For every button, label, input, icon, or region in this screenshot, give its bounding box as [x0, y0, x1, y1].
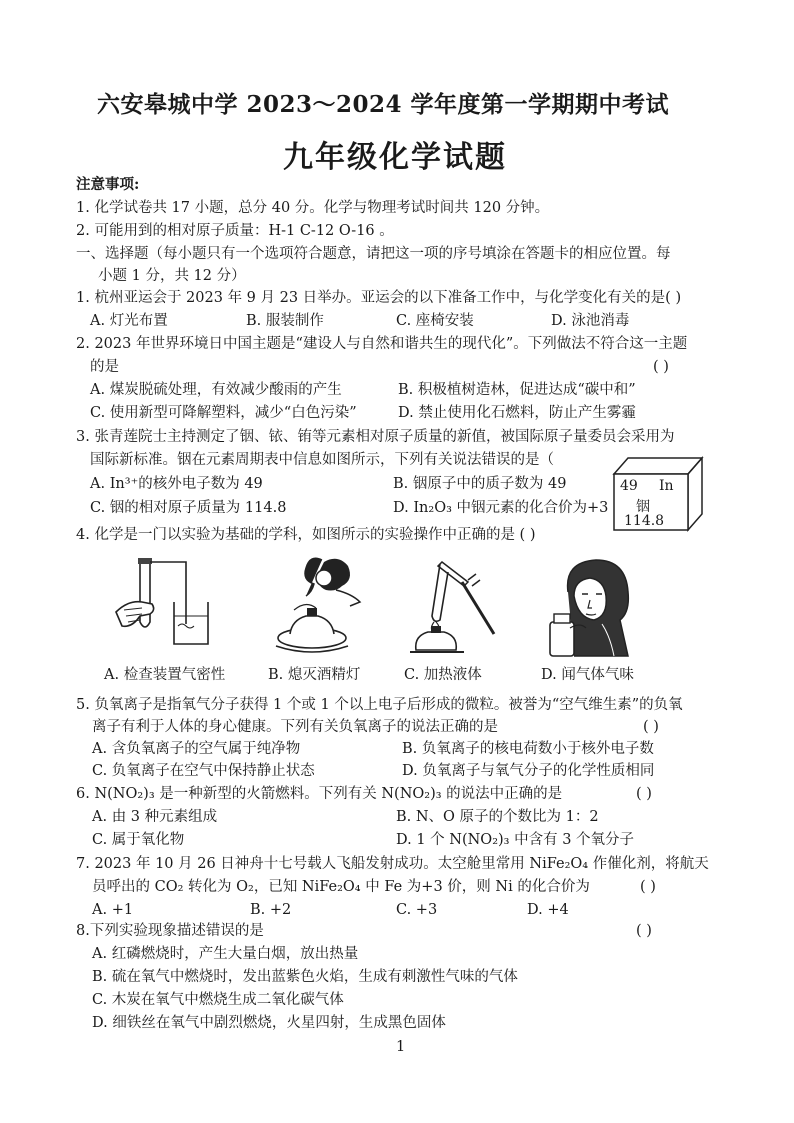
notice-item-1: 1. 化学试卷共 17 小题，总分 40 分。化学与物理考试时间共 120 分钟。 — [76, 200, 550, 216]
q7-answer-bracket: ( ) — [640, 879, 656, 895]
q3-option-a: A. In³⁺的核外电子数为 49 — [90, 476, 263, 492]
q5-option-a: A. 含负氧离子的空气属于纯净物 — [92, 741, 301, 757]
q3-option-d: D. In₂O₃ 中铟元素的化合价为+3 — [393, 500, 609, 516]
test-tube-beaker-icon — [112, 552, 222, 657]
q2-option-b: B. 积极植树造林，促进达成“碳中和” — [398, 382, 636, 398]
q7-stem: 7. 2023 年 10 月 26 日神舟十七号载人飞船发射成功。太空舱里常用 NiFe₂O₄ 作催化剂，将航天 — [76, 856, 709, 872]
section-heading-cont: 小题 1 分，共 12 分） — [98, 268, 246, 284]
q2-stem: 2. 2023 年世界环境日中国主题是“建设人与自然和谐共生的现代化”。下列做法不符合这一主题 — [76, 336, 688, 352]
q5-answer-bracket: ( ) — [643, 719, 659, 735]
q5-stem: 5. 负氧离子是指氧气分子获得 1 个或 1 个以上电子后形成的微粒。被誉为“空气维生素”的负氧 — [76, 697, 683, 713]
q2-option-a: A. 煤炭脱硫处理，有效减少酸雨的产生 — [90, 382, 342, 398]
q7-option-b: B. +2 — [250, 902, 292, 918]
q5-stem-cont: 离子有利于人体的身心健康。下列有关负氧离子的说法正确的是 — [92, 719, 498, 735]
heating-tube-icon — [402, 560, 502, 660]
q3-stem: 3. 张青莲院士主持测定了铟、铱、铕等元素相对原子质量的新值，被国际原子量委员会采用为 — [76, 429, 675, 445]
q7-option-c: C. +3 — [396, 902, 438, 918]
q1-option-a: A. 灯光布置 — [90, 313, 168, 329]
notice-heading: 注意事项: — [76, 176, 140, 193]
notice-item-2: 2. 可能用到的相对原子质量：H-1 C-12 O-16 。 — [76, 223, 394, 239]
q8-option-b: B. 硫在氧气中燃烧时，发出蓝紫色火焰，生成有刺激性气味的气体 — [92, 969, 518, 985]
q5-option-c: C. 负氧离子在空气中保持静止状态 — [92, 763, 315, 779]
lamp-blowing-icon — [262, 550, 372, 660]
q8-option-a: A. 红磷燃烧时，产生大量白烟，放出热量 — [92, 946, 359, 962]
q4-option-a: A. 检查装置气密性 — [104, 667, 226, 683]
q4-option-d: D. 闻气体气味 — [541, 667, 634, 683]
section-heading: 一、选择题（每小题只有一个选项符合题意，请把这一项的序号填涂在答题卡的相应位置。每 — [76, 246, 671, 262]
element-name: 铟 — [636, 499, 650, 515]
q6-option-b: B. N、O 原子的个数比为 1：2 — [396, 809, 599, 825]
q3-option-c: C. 铟的相对原子质量为 114.8 — [90, 500, 287, 516]
q8-option-c: C. 木炭在氧气中燃烧生成二氧化碳气体 — [92, 992, 344, 1008]
q6-answer-bracket: ( ) — [636, 786, 652, 802]
q8-stem: 8.下列实验现象描述错误的是 — [76, 923, 264, 939]
q6-option-c: C. 属于氧化物 — [92, 832, 185, 848]
q2-option-d: D. 禁止使用化石燃料，防止产生雾霾 — [398, 405, 636, 421]
q8-option-d: D. 细铁丝在氧气中剧烈燃烧，火星四射，生成黑色固体 — [92, 1015, 446, 1031]
page-number: 1 — [396, 1039, 406, 1055]
q5-option-d: D. 负氧离子与氧气分子的化学性质相同 — [402, 763, 655, 779]
q8-answer-bracket: ( ) — [636, 923, 652, 939]
element-number: 49 — [620, 478, 638, 494]
q6-option-a: A. 由 3 种元素组成 — [92, 809, 218, 825]
q7-option-a: A. +1 — [92, 902, 134, 918]
q4-option-b: B. 熄灭酒精灯 — [268, 667, 361, 683]
q3-option-b: B. 铟原子中的质子数为 49 — [393, 476, 567, 492]
q1-stem: 1. 杭州亚运会于 2023 年 9 月 23 日举办。亚运会的以下准备工作中，与化学变化有关的是( ) — [76, 290, 682, 306]
exam-title: 六安皋城中学 2023～2024 学年度第一学期期中考试 — [97, 91, 670, 118]
q6-stem: 6. N(NO₂)₃ 是一种新型的火箭燃料。下列有关 N(NO₂)₃ 的说法中正确的是 — [76, 786, 563, 802]
element-symbol: In — [659, 478, 674, 494]
q2-option-c: C. 使用新型可降解塑料，减少“白色污染” — [90, 405, 357, 421]
q5-option-b: B. 负氧离子的核电荷数小于核外电子数 — [402, 741, 654, 757]
q1-option-b: B. 服装制作 — [246, 313, 324, 329]
exam-subtitle: 九年级化学试题 — [283, 140, 507, 175]
q7-stem-cont: 员呼出的 CO₂ 转化为 O₂，已知 NiFe₂O₄ 中 Fe 为+3 价，则 Ni 的化合价为 — [92, 879, 590, 895]
q3-stem-cont: 国际新标准。铟在元素周期表中信息如图所示，下列有关说法错误的是（ — [90, 452, 554, 468]
q1-option-d: D. 泳池消毒 — [551, 313, 630, 329]
q2-answer-bracket: ( ) — [653, 359, 669, 375]
q7-option-d: D. +4 — [527, 902, 569, 918]
q4-option-c: C. 加热液体 — [404, 667, 482, 683]
q6-option-d: D. 1 个 N(NO₂)₃ 中含有 3 个氧分子 — [396, 832, 635, 848]
q2-stem-cont: 的是 — [90, 359, 119, 375]
element-mass: 114.8 — [624, 513, 665, 529]
smelling-bottle-icon — [544, 556, 654, 662]
q1-option-c: C. 座椅安装 — [396, 313, 474, 329]
q4-stem: 4. 化学是一门以实验为基础的学科，如图所示的实验操作中正确的是 ( ) — [76, 527, 536, 543]
